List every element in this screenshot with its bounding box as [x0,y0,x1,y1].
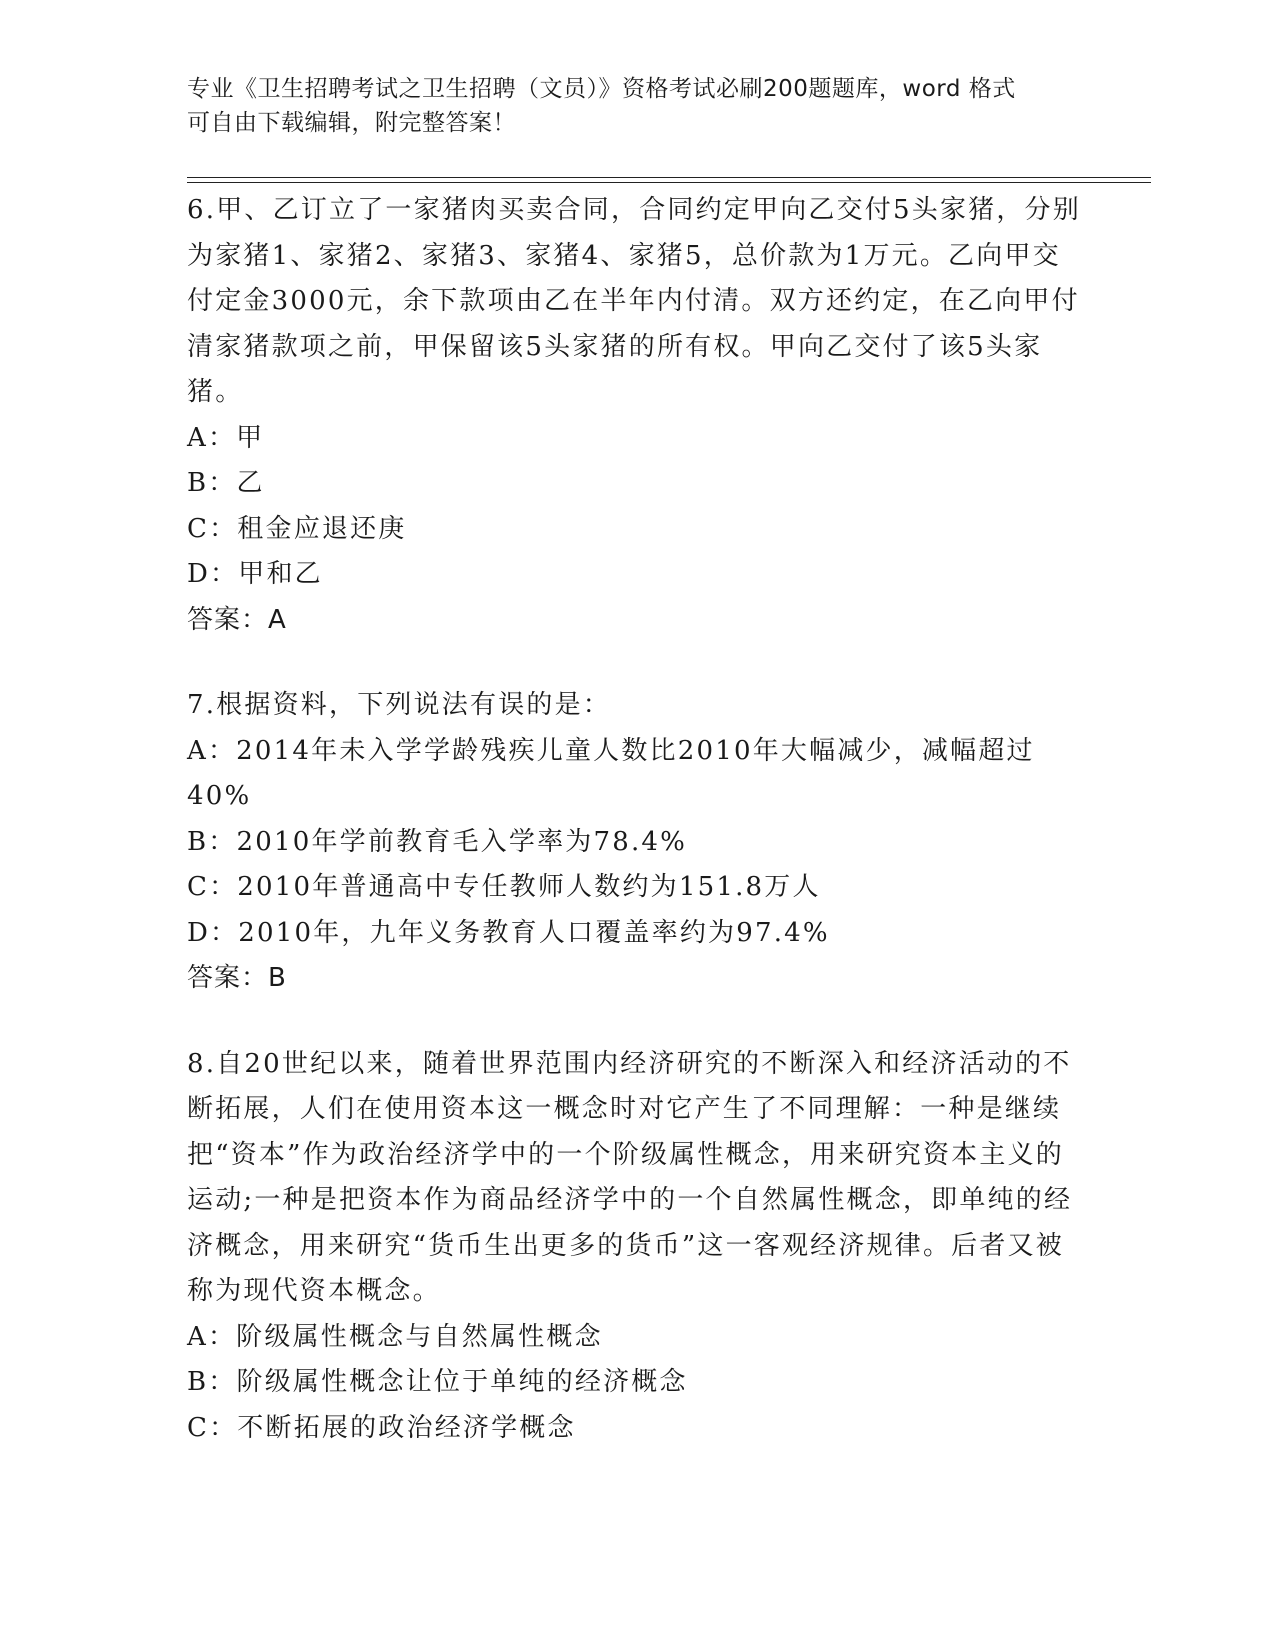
question-list [187,188,1087,1491]
header-title-line-2: 可自由下载编辑，附完整答案！ [187,110,516,136]
header-divider-top [187,177,1151,178]
option-c: C：不断拓展的政治经济学概念 [187,1412,576,1443]
option-a: A：阶级属性概念与自然属性概念 [187,1321,603,1352]
header-divider-bottom [187,182,1151,183]
option-a: A：甲 [187,422,265,453]
option-c: C：2010年普通高中专任教师人数约为151.8万人 [187,872,821,902]
option-b: B：2010年学前教育毛入学率为78.4% [187,826,688,857]
question-8 [187,1042,1087,1452]
answer-label: 答案：B [187,963,287,993]
question-6 [187,188,1087,643]
question-stem: 7.根据资料，下列说法有误的是： [187,690,612,720]
document-header [187,72,1087,140]
option-b: B：阶级属性概念让位于单纯的经济概念 [187,1367,688,1397]
option-c: C：租金应退还庚 [187,513,407,544]
option-b: B：乙 [187,468,265,498]
question-stem: 6.甲、乙订立了一家猪肉买卖合同，合同约定甲向乙交付5头家猪，分别为家猪1、家猪2、家猪3、家猪4、家猪5，总价款为1万元。乙向甲交付定金3000元，余下款项由乙在半年内付清。双方还约定，在乙向甲付清家猪款项之前，甲保留该5头家猪的所有权。甲向乙交付了该5头家猪。 [187,195,1081,407]
option-d: D：2010年，九年义务教育人口覆盖率约为97.4% [187,917,830,948]
question-stem: 8.自20世纪以来，随着世界范围内经济研究的不断深入和经济活动的不断拓展，人们在使用资本这一概念时对它产生了不同理解：一种是继续把“资本”作为政治经济学中的一个阶级属性概念，用来研究资本主义的运动;一种是把资本作为商品经济学中的一个自然属性概念，即单纯的经济概念，用来研究“货币生出更多的货币”这一客观经济规律。后者又被称为现代资本概念。 [187,1048,1073,1306]
answer-label: 答案：A [187,604,287,635]
option-a: A：2014年未入学学龄残疾儿童人数比2010年大幅减少，减幅超过40% [187,735,1035,811]
question-7 [187,683,1087,1002]
option-d: D：甲和乙 [187,559,323,589]
header-title-line-1: 专业《卫生招聘考试之卫生招聘（文员）》资格考试必刷200题题库，word 格式 [187,76,1016,102]
